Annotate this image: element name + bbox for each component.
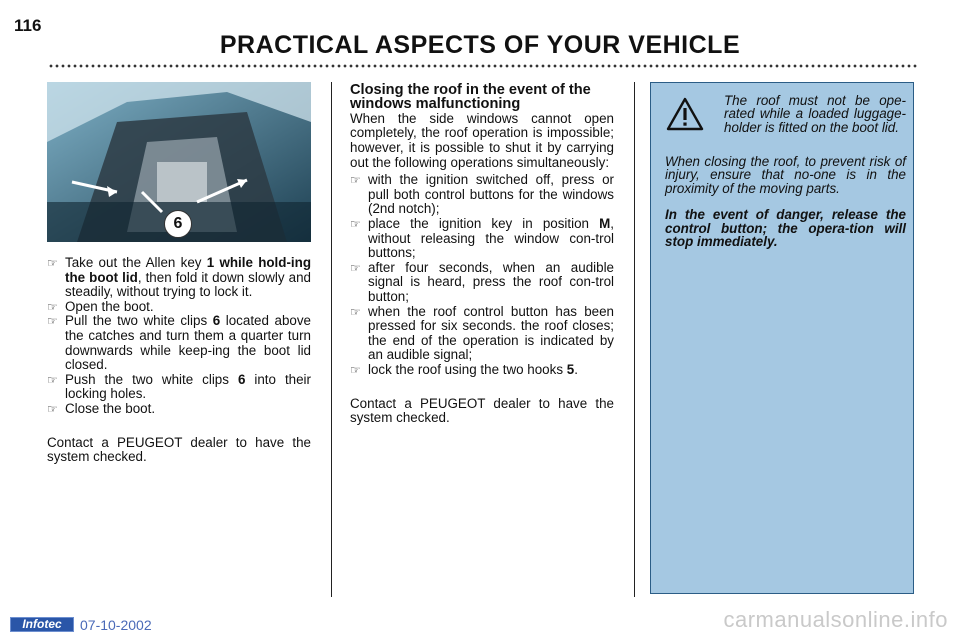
warning-text-2: When closing the roof, to prevent risk of injury, ensure that no-one is in the proximity of the moving parts. [665,154,906,196]
page-number: 116 [14,16,42,35]
left-bullet-3 [47,314,311,372]
mid-contact-text: Contact a PEUGEOT dealer to have the system checked. [350,395,614,426]
hand-pointer-icon: ☞ [47,299,58,314]
bullet-text: place the ignition key in position [368,215,600,231]
left-bullet-5 [47,402,311,417]
warning-text-1: The roof must not be ope-rated while a loaded luggage-holder is fitted on the boot lid. [724,93,906,135]
page-title: PRACTICAL ASPECTS OF YOUR VEHICLE [219,31,741,59]
photo-callout-6: 6 [164,210,192,238]
bullet-text: , then fold it down slowly and steadily, without trying to lock it. [65,269,311,300]
section-intro: When the side windows cannot open completely, the roof operation is impossible; however, it is possible to shut it by carrying out the following operations simultaneously: [350,110,614,170]
left-contact-text: Contact a PEUGEOT dealer to have the system checked. [47,434,311,465]
mid-bullet-3 [350,261,614,305]
bullet-text: after four seconds, when an audible signal is heard, press the roof con-trol button; [368,259,614,304]
bullet-text: with the ignition switched off, press or pull both control buttons for the windows (2nd notch); [368,172,614,217]
bullet-bold: M [599,215,611,231]
dotted-rule [48,64,918,68]
bullet-text: located above the catches and turn them a quarter turn downwards while keep-ing the boot lid closed. [65,313,311,373]
bullet-text: Close the boot. [65,400,156,416]
mid-bullet-1 [350,173,614,217]
footer-date: 07-10-2002 [80,617,152,633]
bullet-text: when the roof control button has been pressed for six seconds. the roof closes; the end of the operation is indicated by an audible signal; [368,303,614,363]
column-divider-2 [634,82,635,597]
section-heading: Closing the roof in the event of the windows malfunctioning [350,82,591,113]
bullet-bold: 5 [566,361,575,377]
boot-photo [47,82,311,242]
footer-watermark: carmanualsonline.info [723,607,948,632]
left-bullet-2 [47,300,311,315]
bullet-text: into their locking holes. [65,371,311,402]
infotec-logo: Infotec [10,617,74,632]
bullet-bold: 1 while hold-ing the boot lid [65,255,311,285]
mid-bullet-2 [350,217,614,261]
hand-pointer-icon: ☞ [350,216,361,231]
hand-pointer-icon: ☞ [350,362,361,377]
hand-pointer-icon: ☞ [350,304,361,319]
bullet-text: lock the roof using the two hooks [368,361,567,377]
left-bullet-4 [47,373,311,402]
middle-column [350,83,614,426]
bullet-text: Take out the Allen key [65,255,207,270]
left-column [47,256,311,465]
hand-pointer-icon: ☞ [47,372,58,387]
hand-pointer-icon: ☞ [350,260,361,275]
hand-pointer-icon: ☞ [47,401,58,416]
bullet-text: , without releasing the window con-trol buttons; [368,215,614,261]
mid-bullet-5 [350,363,614,378]
bullet-text: Pull the two white clips [65,313,213,329]
bullet-bold: 6 [237,371,246,387]
hand-pointer-icon: ☞ [47,314,58,329]
mid-bullet-4 [350,305,614,363]
warning-box [650,82,914,594]
hand-pointer-icon: ☞ [47,256,58,270]
bullet-text: Open the boot. [65,298,154,314]
hand-pointer-icon: ☞ [350,173,361,188]
bullet-text: Push the two white clips [65,371,238,387]
warning-triangle-icon [666,97,704,131]
warning-text-3: In the event of danger, release the control button; the opera-tion will stop immediately. [665,207,906,250]
bullet-text: . [574,361,578,377]
left-bullet-1 [47,256,311,300]
bullet-bold: 6 [212,313,221,329]
column-divider-1 [331,82,332,597]
